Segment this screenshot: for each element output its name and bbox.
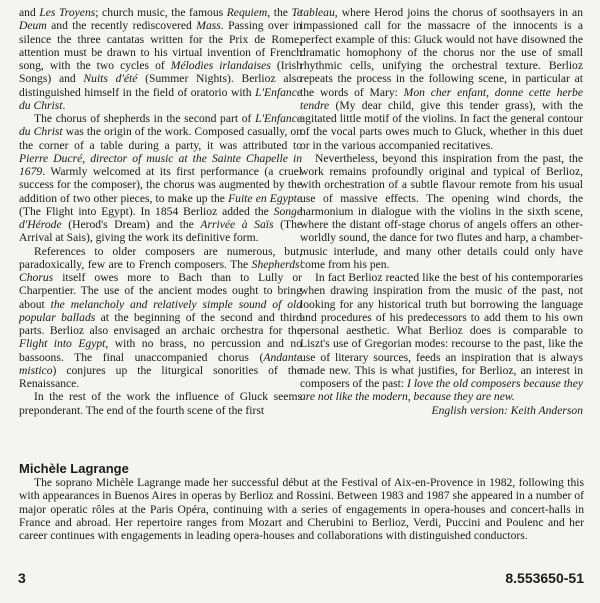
translation-credit: English version: Keith Anderson [431, 403, 583, 417]
text-column-left [19, 6, 302, 417]
paragraph: The chorus of shepherds in the second part of L'Enfance du Christ was the origin of the work. Composed casually, on the corner of a table during a party, it was attributed to Pierre Ducré, director of music at the Sainte Chapelle in 1679. Warmly welcomed at its first performance (a cruel success for the composer), the chorus was augmented by the addition of two other pieces, to make up the Fuite en Egypte (The Flight into Egypt). In 1854 Berlioz added the Songe d'Hérode (Herod's Dream) and the Arrivée à Saïs (The Arrival at Sais), giving the work its definitive form. [19, 112, 303, 245]
catalogue-number: 8.553650-51 [505, 570, 584, 586]
page-number: 3 [18, 570, 26, 586]
bio-text: The soprano Michèle Lagrange made her successful début at the Festival of Aix-en-Provence in 1982, following this with appearances in Buenos Aires in operas by Berlioz and Rossini. Between 1983 and 1987 she appeared in a number of major operatic rôles at the Paris Opéra, continuing with a series of engagements in opera-houses and concert-halls in France and abroad. Her repertoire ranges from Mozart and Cherubini to Berlioz, Verdi, Puccini and Poulenc and her career continues with engagements in leading opera-houses and collaborations with distinguished conductors. [19, 476, 584, 542]
paragraph: References to older composers are numerous, but, paradoxically, few are to French composers. The Shepherds' Chorus itself owes more to Bach than to Lully or Charpentier. The use of the ancient modes ought to bring about the melancholy and relatively simple sound of old popular ballads at the beginning of the second and third parts. Berlioz also envisaged an archaic orchestra for the Flight into Egypt, with no brass, no percussion and no bassoons. The final unaccompanied chorus (Andante mistico) conjures up the liturgical sonorities of the Renaissance. [19, 244, 303, 390]
text-column-right [300, 6, 583, 417]
paragraph: In fact Berlioz reacted like the best of his contemporaries when drawing inspiration from the music of the past, not looking for any historical truth but borrowing the language and procedures of his predecessors to add them to his own personal aesthetic. What Berlioz does is comparable to Liszt's use of Gregorian modes: recourse to the past, like the use of literary sources, feeds an inspiration that is always made new. This is what justifies, for Berlioz, an interest in composers of the past: I love the old composers because they are not like the modern, because they are new. [300, 271, 583, 404]
bio-heading: Michèle Lagrange [19, 461, 129, 476]
paragraph: and Les Troyens; church music, the famous Requiem, the Te Deum and the recently rediscovered Mass. Passing over in silence the three cantatas written for the Prix de Rome, attention must be drawn to his virtual invention of French song, with the two cycles of Mélodies irlandaises (Irish Songs) and Nuits d'été (Summer Nights). Berlioz also distinguished himself in the field of oratorio with L'Enfance du Christ. [19, 6, 302, 112]
paragraph: Nevertheless, beyond this inspiration from the past, the work remains profoundly original and typical of Berlioz, with orchestration of a subtle flavour remote from his usual use of massive effects. The opening wind chords, the harmonium in dialogue with the violins in the sixth scene, where the distant off-stage chorus of angels offers an other-worldly sound, the dance for two flutes and harp, a chamber-music interlude, and many other details could only have come from his pen. [300, 151, 583, 271]
paragraph: In the rest of the work the influence of Gluck seems preponderant. The end of the fourth scene of the first [19, 390, 302, 417]
paragraph: tableau, where Herod joins the chorus of soothsayers in an impassioned call for the massacre of the innocents is a perfect example of this: Gluck would not have disowned the dramatic homophony of the chorus nor the use of small rhythmic cells, unifying the orchestral texture. Berlioz repeats the process in the following scene, in particular at the words of Mary: Mon cher enfant, donne cette herbe tendre (My dear child, give this tender grass), with the agitated little motif of the violins. In fact the general contour of the vocal parts owes much to Gluck, whether in this duet or in the various accompanied recitatives. [300, 6, 583, 152]
